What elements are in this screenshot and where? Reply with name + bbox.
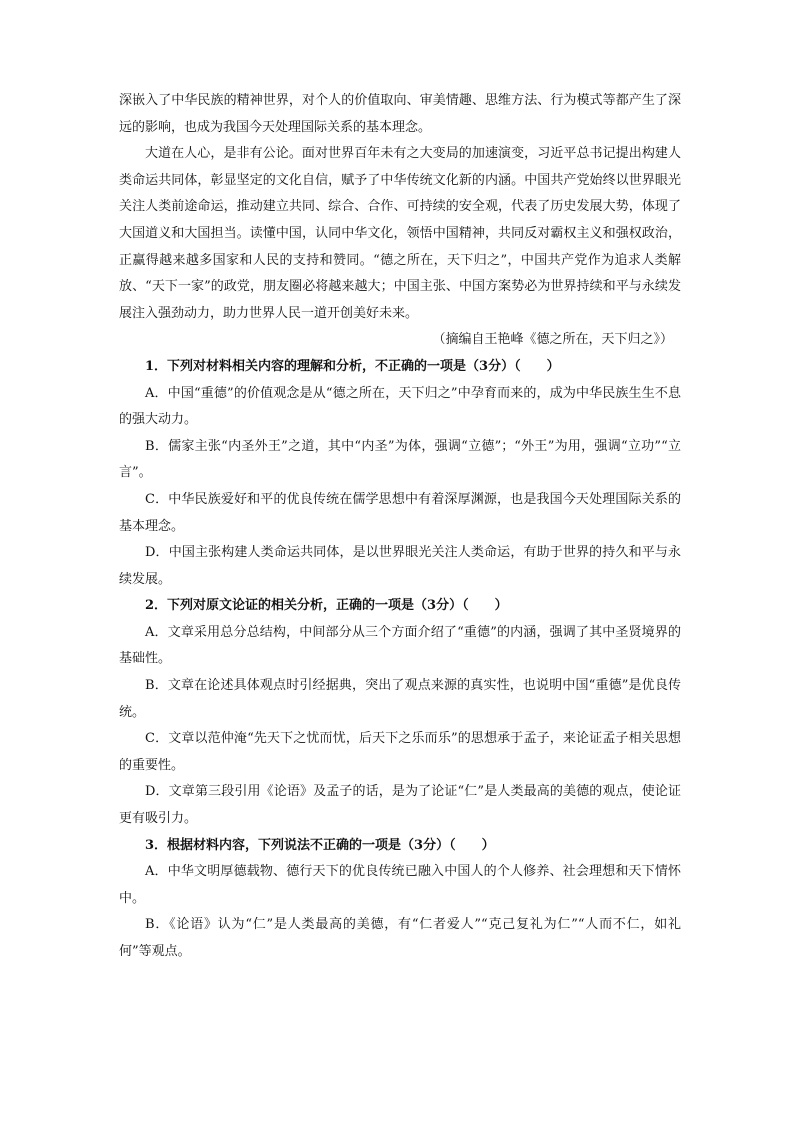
question-2-option-d: D．文章第三段引用《论语》及孟子的话，是为了论证“仁”是人类最高的美德的观点，使论证更有吸引力。 [119, 784, 681, 827]
question-2-option-a: A．文章采用总分总结构，中间部分从三个方面介绍了“重德”的内涵，强调了其中圣贤境界的基础性。 [119, 624, 681, 667]
passage-source: （摘编自王艳峰《德之所在，天下归之》） [432, 332, 673, 348]
question-2-option-b: B．文章在论述具体观点时引经据典，突出了观点来源的真实性，也说明中国“重德”是优良传统。 [119, 678, 681, 720]
question-3-stem: 3．根据材料内容，下列说法不正确的一项是（3分）（ ） [145, 837, 495, 853]
question-1-stem: 1．下列对材料相关内容的理解和分析，不正确的一项是（3分）（ ） [145, 358, 560, 374]
question-1-option-d: D．中国主张构建人类命运共同体，是以世界眼光关注人类命运，有助于世界的持久和平与永续发展。 [119, 545, 681, 587]
question-3-option-b: B．《论语》认为“仁”是人类最高的美德，有“仁者爱人”“克己复礼为仁”“人而不仁，如礼何”等观点。 [119, 917, 681, 959]
passage-paragraph-1: 深嵌入了中华民族的精神世界，对个人的价值取向、审美情趣、思维方法、行为模式等都产生了深远的影响，也成为我国今天处理国际关系的基本理念。 [119, 93, 681, 135]
document-page [119, 88, 681, 966]
question-1-option-c: C．中华民族爱好和平的优良传统在儒学思想中有着深厚渊源，也是我国今天处理国际关系的基本理念。 [119, 491, 681, 534]
question-2-stem: 2．下列对原文论证的相关分析，正确的一项是（3分）（ ） [145, 598, 508, 614]
question-2-option-c: C．文章以范仲淹“先天下之忧而忧，后天下之乐而乐”的思想承于孟子，来论证孟子相关思想的重要性。 [119, 731, 681, 773]
question-3-option-a: A．中华文明厚德载物、德行天下的优良传统已融入中国人的个人修养、社会理想和天下情怀中。 [119, 864, 681, 906]
question-1-option-a: A．中国“重德”的价值观念是从“德之所在，天下归之”中孕育而来的，成为中华民族生生不息的强大动力。 [119, 385, 681, 428]
question-1-option-b: B．儒家主张“内圣外王”之道，其中“内圣”为体，强调“立德”；“外王”为用，强调“立功”“立言”。 [119, 438, 681, 481]
passage-paragraph-2: 大道在人心，是非有公论。面对世界百年未有之大变局的加速演变，习近平总书记提出构建人类命运共同体，彰显坚定的文化自信，赋予了中华传统文化新的内涵。中国共产党始终以世界眼光关注人类前途命运，推动建立共同、综合、合作、可持续的安全观，代表了历史发展大势，体现了大国道义和大国担当。读懂中国，认同中华文化，领悟中国精神，共同反对霸权主义和强权政治，正赢得越来越多国家和人民的支持和赞同。“德之所在，天下归之”，中国共产党作为追求人类解放、“天下一家”的政党，朋友圈必将越来越大；中国主张、中国方案势必为世界持续和平与永续发展注入强劲动力，助力世界人民一道开创美好未来。 [119, 146, 681, 321]
